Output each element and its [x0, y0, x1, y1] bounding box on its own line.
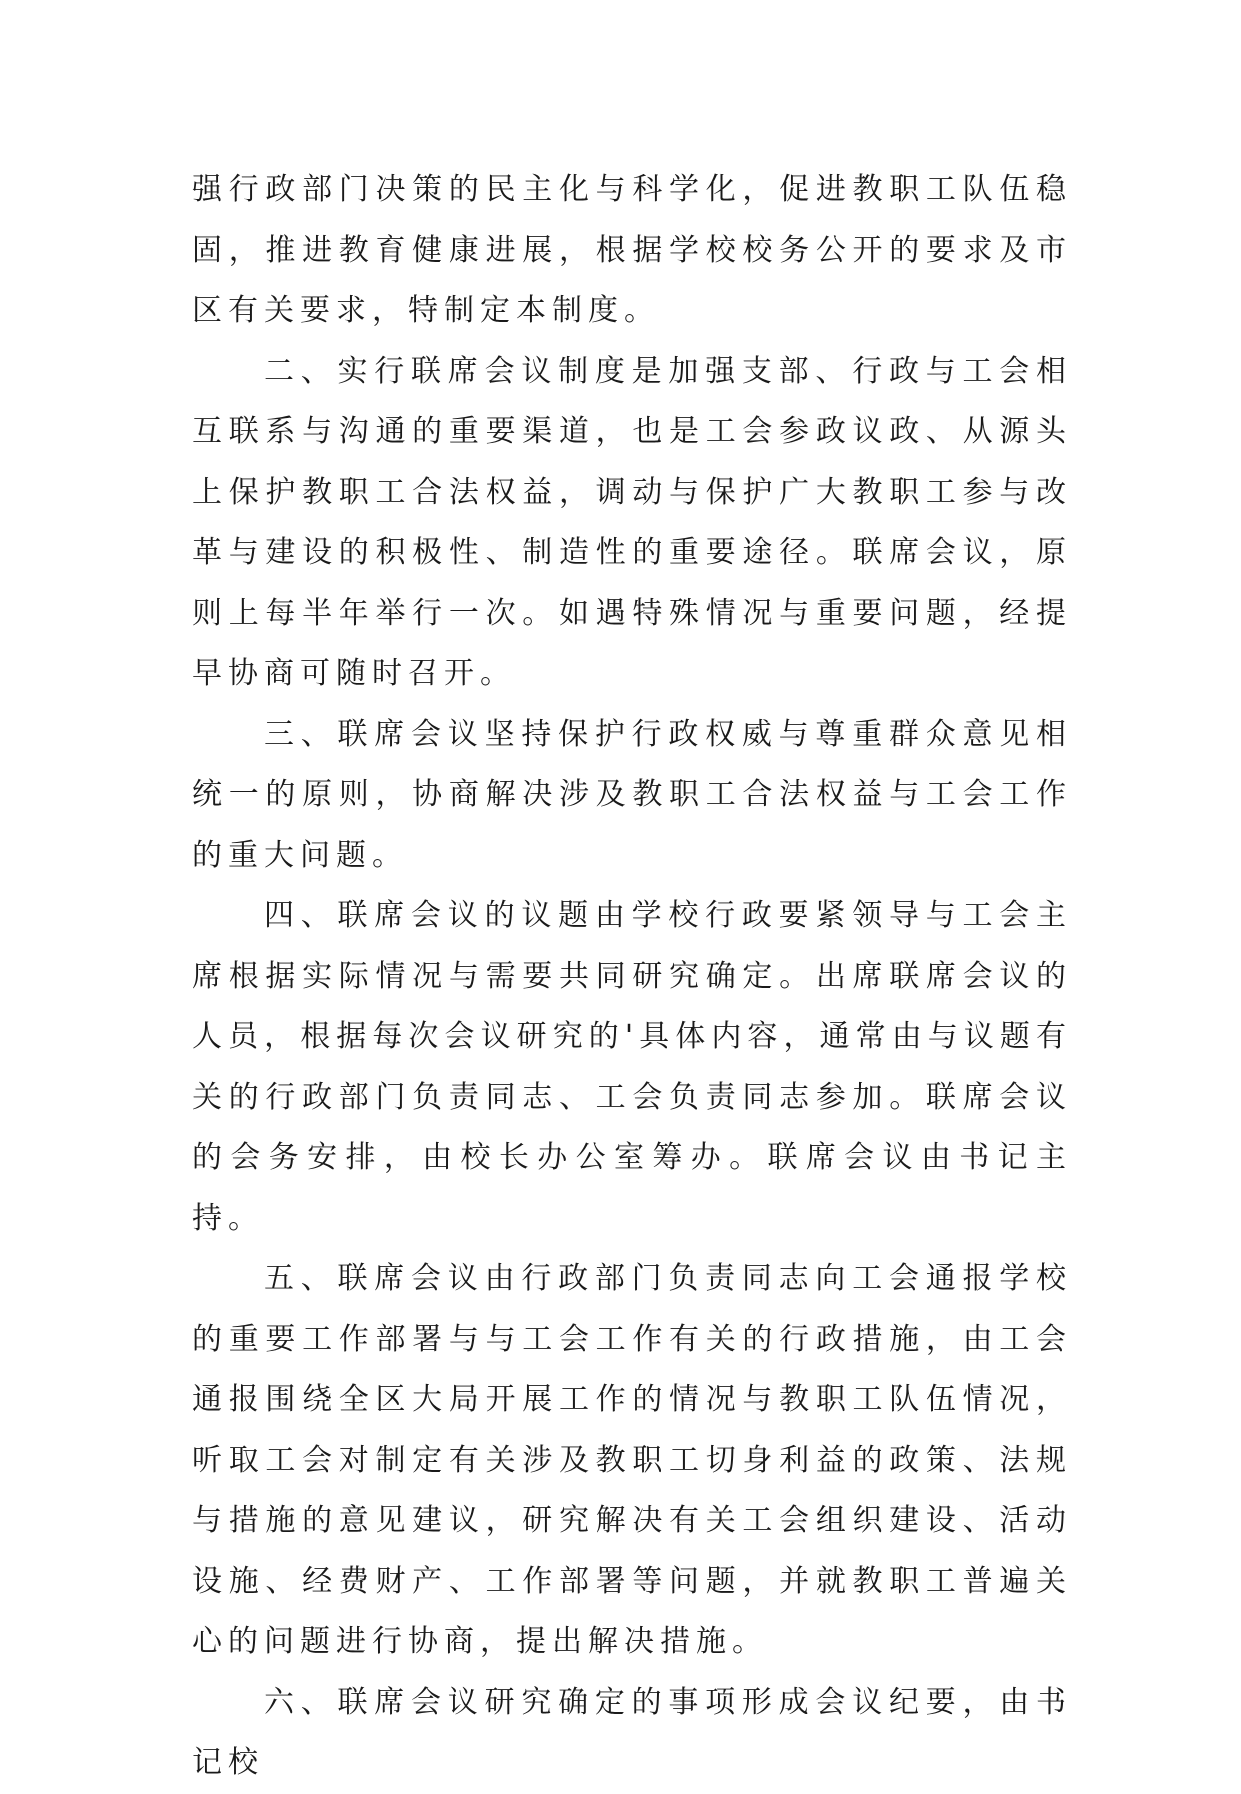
paragraph-article-5: 五、联席会议由行政部门负责同志向工会通报学校的重要工作部署与与工会工作有关的行政措施，由工会通报围绕全区大局开展工作的情况与教职工队伍情况，听取工会对制定有关涉及教职工切身利益的政策、法规与措施的意见建议，研究解决有关工会组织建设、活动设施、经费财产、工作部署等问题，并就教职工普遍关心的问题进行协商，提出解决措施。 [192, 1261, 1072, 1659]
paragraph-article-3: 三、联席会议坚持保护行政权威与尊重群众意见相统一的原则，协商解决涉及教职工合法权益与工会工作的重大问题。 [192, 716, 1072, 873]
paragraph-article-6: 六、联席会议研究确定的事项形成会议纪要，由书记校 [192, 1684, 1072, 1780]
paragraph-article-2: 二、实行联席会议制度是加强支部、行政与工会相互联系与沟通的重要渠道，也是工会参政议政、从源头上保护教职工合法权益，调动与保护广大教职工参与改革与建设的积极性、制造性的重要途径。联席会议，原则上每半年举行一次。如遇特殊情况与重要问题，经提早协商可随时召开。 [192, 353, 1072, 691]
paragraph-article-4: 四、联席会议的议题由学校行政要紧领导与工会主席根据实际情况与需要共同研究确定。出席联席会议的人员，根据每次会议研究的'具体内容，通常由与议题有关的行政部门负责同志、工会负责同志参加。联席会议的会务安排，由校长办公室筹办。联席会议由书记主持。 [192, 898, 1072, 1236]
document-body [192, 160, 1072, 1794]
paragraph-continuation: 强行政部门决策的民主化与科学化，促进教职工队伍稳固，推进教育健康进展，根据学校校务公开的要求及市区有关要求，特制定本制度。 [192, 172, 1072, 328]
